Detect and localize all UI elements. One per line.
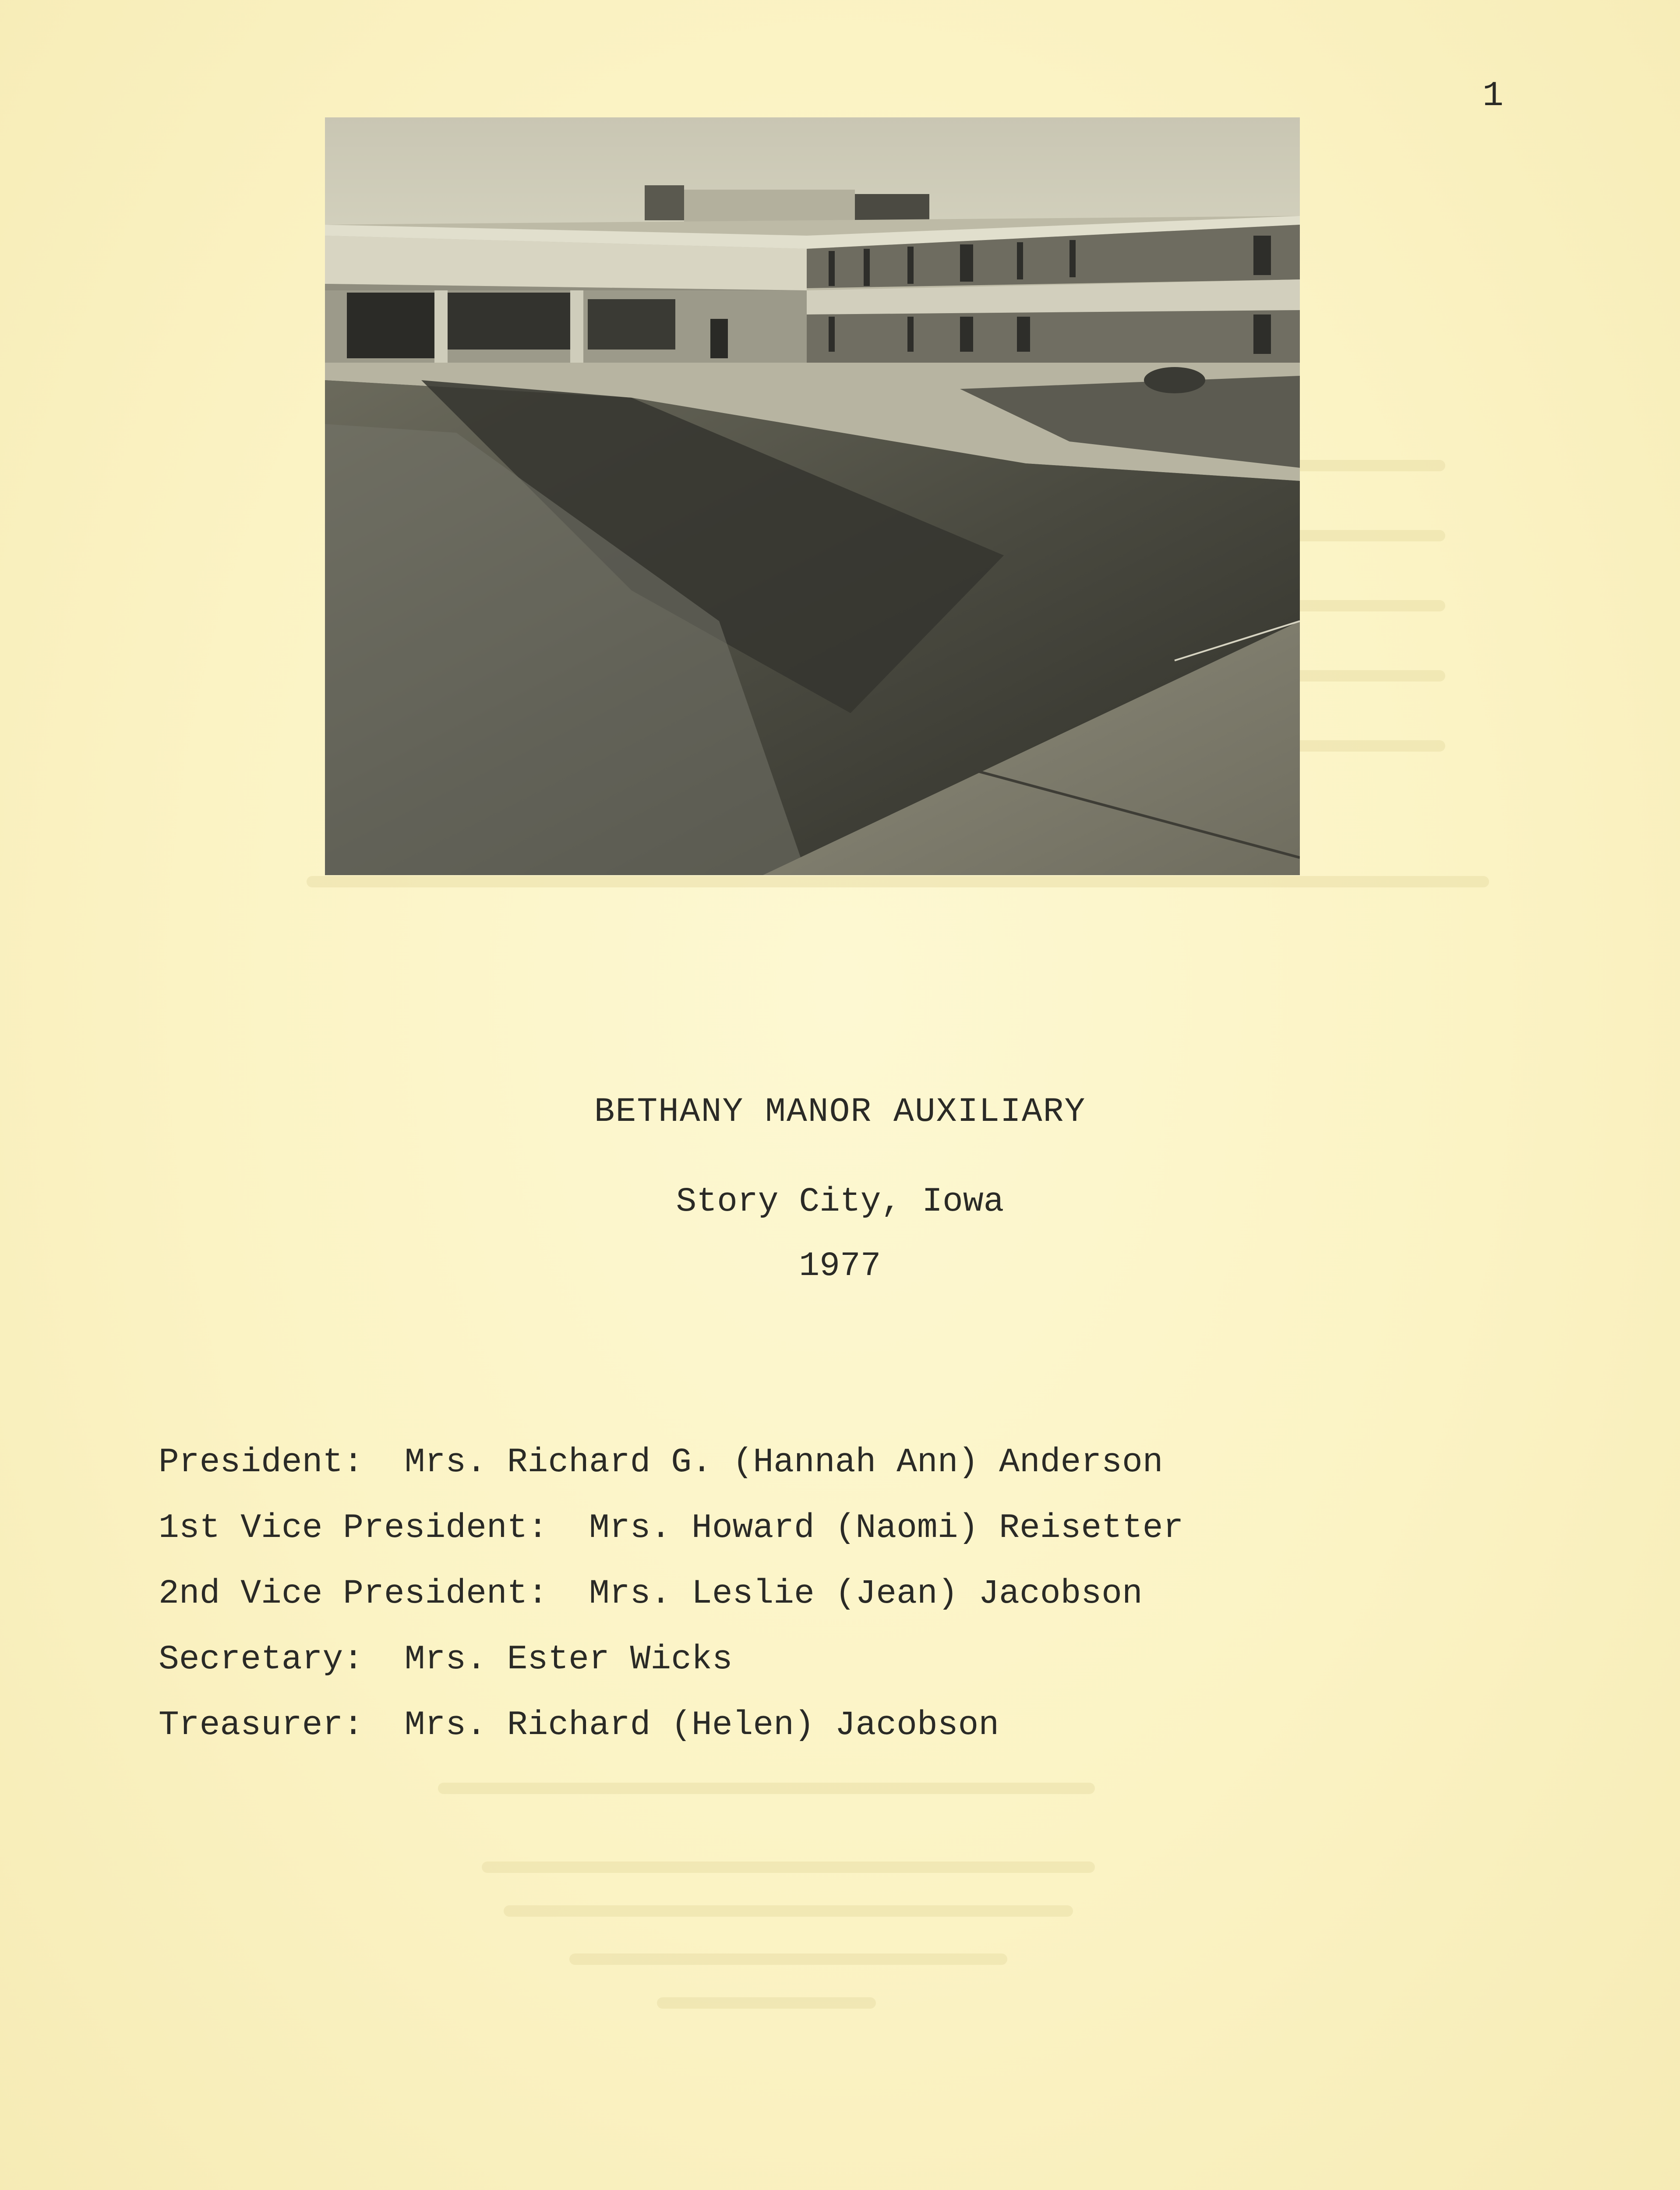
officer-role: President: (159, 1443, 364, 1482)
officer-role: Treasurer: (159, 1706, 364, 1745)
officer-role: Secretary: (159, 1640, 364, 1679)
officer-name: Mrs. Ester Wicks (404, 1640, 733, 1679)
officer-row-second-vice-president (159, 1577, 1604, 1642)
building-photo (325, 117, 1300, 875)
officer-row-treasurer (159, 1708, 1604, 1774)
officers-list (159, 1445, 1604, 1774)
officer-role: 1st Vice President: (159, 1509, 548, 1547)
building-photo-image (325, 117, 1300, 875)
officer-row-president (159, 1445, 1604, 1511)
document-title: BETHANY MANOR AUXILIARY (594, 1093, 1086, 1131)
officer-name: Mrs. Howard (Naomi) Reisetter (589, 1509, 1184, 1547)
officer-role: 2nd Vice President: (159, 1575, 548, 1613)
officer-name: Mrs. Richard (Helen) Jacobson (404, 1706, 999, 1745)
officer-row-first-vice-president (159, 1511, 1604, 1577)
officer-name: Mrs. Richard G. (Hannah Ann) Anderson (404, 1443, 1163, 1482)
officer-name: Mrs. Leslie (Jean) Jacobson (589, 1575, 1143, 1613)
document-year: 1977 (799, 1247, 881, 1286)
officer-row-secretary (159, 1642, 1604, 1708)
page-number: 1 (1482, 76, 1504, 116)
document-location: Story City, Iowa (676, 1183, 1004, 1221)
